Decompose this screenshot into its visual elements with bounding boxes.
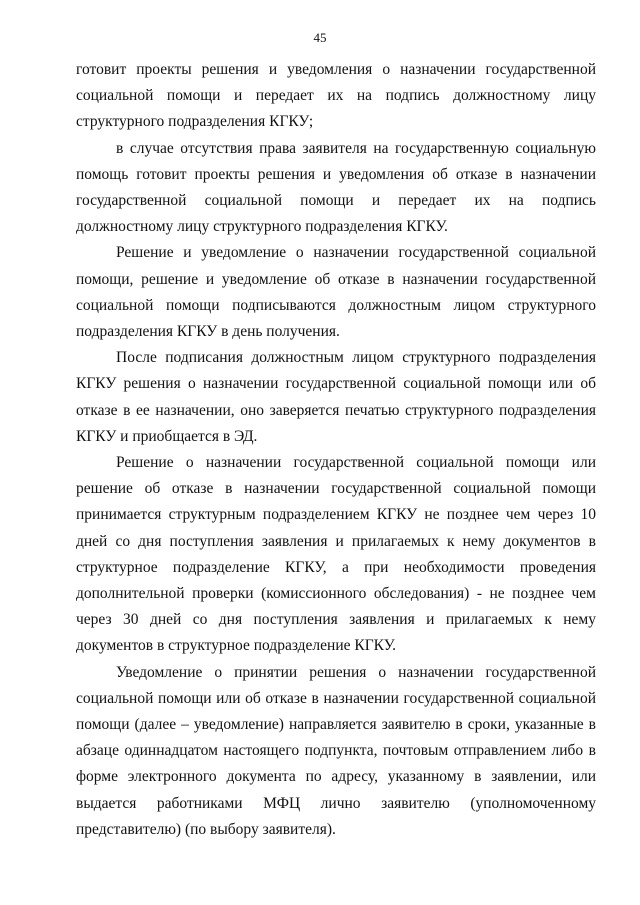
paragraph-4: После подписания должностным лицом структурного подразделения КГКУ решения о назначении государственной социальной помощи или об отказе в ее назначении, оно заверяется печатью структурного подразделения КГКУ и приобщается в ЭД. [76, 349, 596, 445]
paragraph-6: Уведомление о принятии решения о назначении государственной социальной помощи или об отказе в назначении государственной социальной помощи (далее – уведомление) направляется заявителю в сроки, указанные в абзаце одиннадцатом настоящего подпункта, почтовым отправлением либо в форме электронного документа по адресу, указанному в заявлении, или выдается работниками МФЦ лично заявителю (уполномоченному представителю) (по выбору заявителя). [76, 663, 596, 838]
paragraph-3: Решение и уведомление о назначении государственной социальной помощи, решение и уведомление об отказе в назначении государственной социальной помощи подписываются должностным лицом структурного подразделения КГКУ в день получения. [76, 244, 596, 341]
paragraph-1: готовит проекты решения и уведомления о назначении государственной социальной помощи и передает их на подпись должностному лицу структурного подразделения КГКУ; [76, 61, 596, 131]
page-number: 45 [313, 30, 327, 45]
paragraph-2: в случае отсутствия права заявителя на государственную социальную помощь готовит проекты решения и уведомления об отказе в назначении государственной социальной помощи и передает их на подпись должностному лицу структурного подразделения КГКУ. [76, 139, 596, 236]
paragraph-5: Решение о назначении государственной социальной помощи или решение об отказе в назначении государственной социальной помощи принимается структурным подразделением КГКУ не позднее чем через 10 дней со дня поступления заявления и прилагаемых к нему документов в структурное подразделение КГКУ, а при необходимости проведения дополнительной проверки (комиссионного обследования) - не позднее чем через 30 дней со дня поступления заявления и прилагаемых к нему документов в структурное подразделение КГКУ. [76, 454, 596, 655]
document-body [76, 57, 596, 843]
